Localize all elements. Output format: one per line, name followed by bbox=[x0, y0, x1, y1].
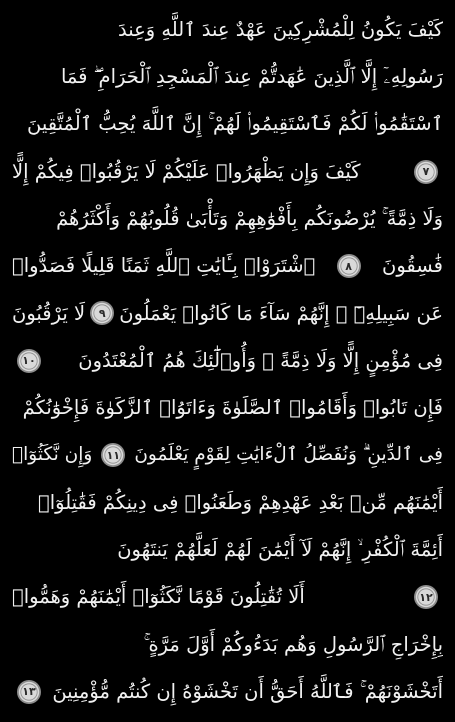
verse-text: فَٰسِقُونَ bbox=[382, 254, 443, 278]
verse-text: أَتَخْشَوْنَهُمْ ۚ فَٱللَّهُ أَحَقُّ أَن تَخْشَوْهُ إِن كُنتُم مُّؤْمِنِينَ bbox=[52, 680, 443, 704]
verse-text: لَا يَرْقُبُونَ bbox=[12, 301, 86, 325]
text-line bbox=[12, 53, 443, 100]
text-line bbox=[12, 290, 443, 337]
verse-text: كَيْفَ وَإِن يَظْهَرُوا۟ عَلَيْكُمْ لَا يَرْقُبُوا۟ فِيكُمْ إِلًّا bbox=[12, 159, 361, 183]
verse-text: عَن سَبِيلِهِۦٓ ۚ إِنَّهُمْ سَآءَ مَا كَانُوا۟ يَعْمَلُونَ bbox=[119, 301, 443, 325]
ayah-end-marker-icon bbox=[413, 584, 439, 610]
ayah-number: ١١ bbox=[106, 448, 121, 462]
text-line bbox=[12, 432, 443, 479]
verse-text: فِى مُؤْمِنٍ إِلًّا وَلَا ذِمَّةً ۚ وَأُو۟لَٰٓئِكَ هُمُ ٱلْمُعْتَدُونَ bbox=[78, 348, 443, 372]
text-line bbox=[12, 101, 443, 148]
ayah-end-marker-icon bbox=[16, 679, 42, 705]
ayah-end-marker-icon bbox=[336, 253, 362, 279]
ayah-number: ١٢ bbox=[419, 590, 433, 604]
text-line bbox=[12, 479, 443, 526]
ayah-end-marker-icon bbox=[100, 442, 126, 468]
verse-text: فِى ٱلدِّينِ ۗ وَنُفَصِّلُ ٱلْءَايَٰتِ لِقَوْمٍ يَعْلَمُونَ bbox=[134, 444, 443, 466]
text-line bbox=[12, 148, 443, 195]
ayah-number: ٧ bbox=[422, 165, 430, 179]
ayah-number: ١٣ bbox=[22, 685, 36, 699]
ayah-number: ٨ bbox=[345, 259, 352, 273]
text-line bbox=[12, 337, 443, 384]
verse-text: كَيْفَ يَكُونُ لِلْمُشْرِكِينَ عَهْدٌ عِندَ ٱللَّهِ وَعِندَ bbox=[117, 17, 443, 41]
verse-text: وَإِن نَّكَثُوٓا۟ bbox=[12, 444, 93, 466]
text-line bbox=[12, 195, 443, 242]
verse-text: أَيْمَٰنَهُم مِّنۢ بَعْدِ عَهْدِهِمْ وَطَعَنُوا۟ فِى دِينِكُمْ فَقَٰتِلُوٓا۟ bbox=[38, 490, 443, 514]
ayah-end-marker-icon bbox=[16, 348, 42, 374]
verse-text: وَلَا ذِمَّةً ۚ يُرْضُونَكُم بِأَفْوَٰهِهِمْ وَتَأْبَىٰ قُلُوبُهُمْ وَأَكْثَرُهُمْ bbox=[56, 207, 443, 231]
text-line bbox=[12, 384, 443, 431]
verse-text: ٱشْتَرَوْا۟ بِـَٔايَٰتِ ٱللَّهِ ثَمَنًا قَلِيلًا فَصَدُّوا۟ bbox=[12, 254, 316, 278]
text-line bbox=[12, 621, 443, 668]
text-line bbox=[12, 242, 443, 289]
text-line bbox=[12, 574, 443, 621]
ayah-end-marker-icon bbox=[89, 300, 115, 326]
verse-text: بِإِخْرَاجِ ٱلرَّسُولِ وَهُم بَدَءُوكُمْ أَوَّلَ مَرَّةٍ ۚ bbox=[143, 632, 443, 656]
text-line bbox=[12, 526, 443, 573]
verse-text: ٱسْتَقَٰمُوا۟ لَكُمْ فَٱسْتَقِيمُوا۟ لَهُمْ ۚ إِنَّ ٱللَّهَ يُحِبُّ ٱلْمُتَّقِينَ bbox=[26, 112, 443, 136]
verse-text: أَئِمَّةَ ٱلْكُفْرِ ۙ إِنَّهُمْ لَآ أَيْمَٰنَ لَهُمْ لَعَلَّهُمْ يَنتَهُونَ bbox=[117, 538, 443, 562]
ayah-end-marker-icon bbox=[413, 159, 439, 185]
text-line bbox=[12, 668, 443, 715]
verse-text: رَسُولِهِۦٓ إِلَّا ٱلَّذِينَ عَٰهَدتُّمْ عِندَ ٱلْمَسْجِدِ ٱلْحَرَامِ ۖ فَمَا bbox=[60, 65, 443, 89]
ayah-number: ١٠ bbox=[22, 354, 36, 368]
verse-text: أَلَا تُقَٰتِلُونَ قَوْمًا نَّكَثُوٓا۟ أَيْمَٰنَهُمْ وَهَمُّوا۟ bbox=[12, 585, 305, 609]
verse-text: فَإِن تَابُوا۟ وَأَقَامُوا۟ ٱلصَّلَوٰةَ وَءَاتَوُا۟ ٱلزَّكَوٰةَ فَإِخْوَٰنُكُمْ bbox=[22, 396, 443, 420]
ayah-number: ٩ bbox=[98, 306, 106, 320]
text-line bbox=[12, 6, 443, 53]
